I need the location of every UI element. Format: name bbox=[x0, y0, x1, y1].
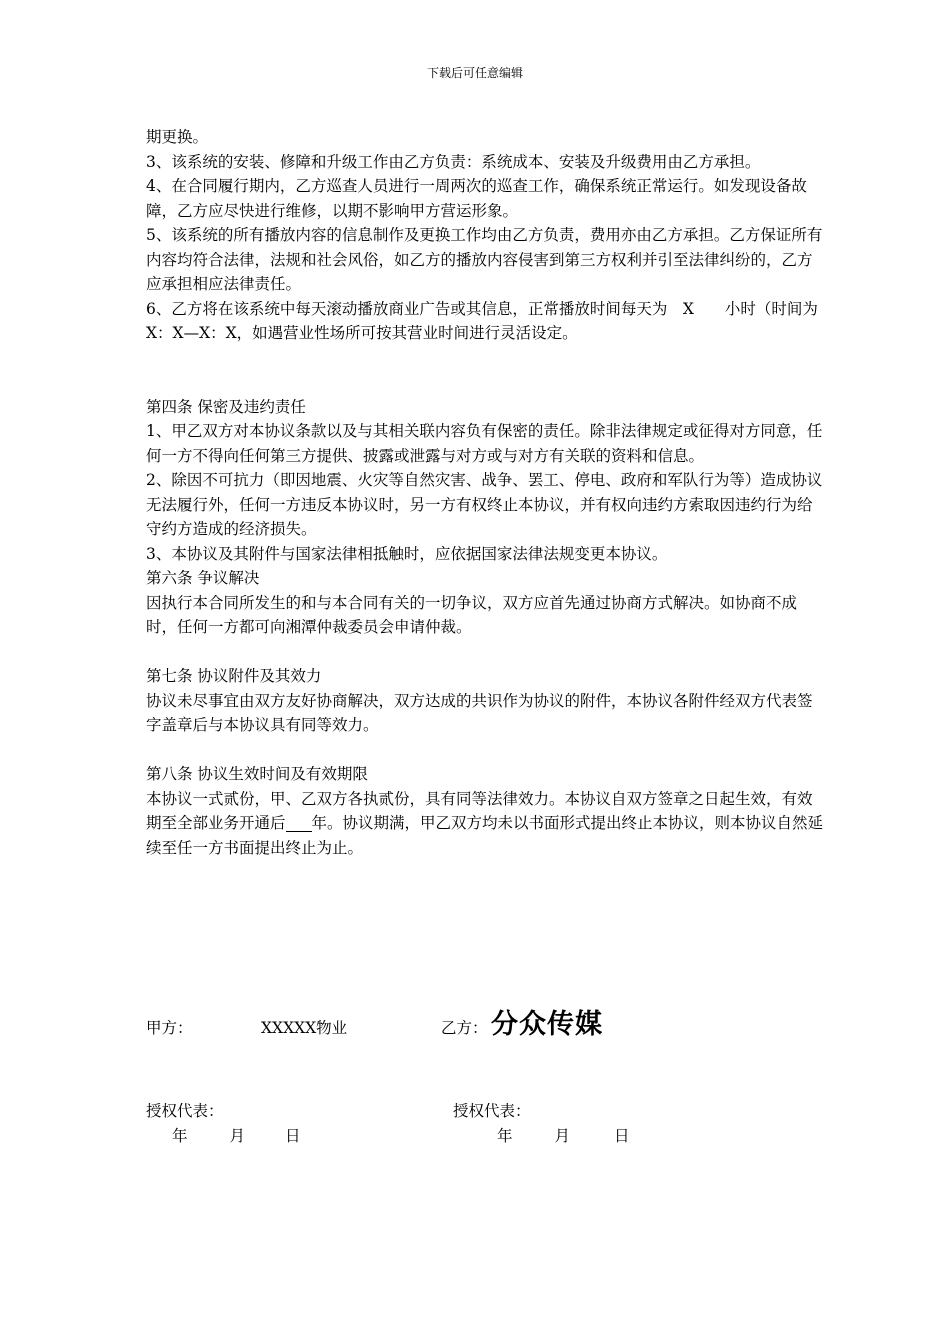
party-a-date bbox=[172, 1124, 301, 1146]
party-a-label: 甲方： bbox=[146, 1019, 193, 1037]
paragraph-continuation: 期更换。 bbox=[146, 128, 209, 146]
article-4-clause-1: 1、甲乙双方对本协议条款以及与其相关联内容负有保密的责任。除非法律规定或征得对方同意，任何一方不得向任何第三方提供、披露或泄露与对方或与对方有关联的资料和信息。 bbox=[146, 422, 823, 465]
clause-3: 3、该系统的安装、修障和升级工作由乙方负责：系统成本、安装及升级费用由乙方承担。 bbox=[146, 152, 761, 171]
contract-body bbox=[146, 125, 826, 860]
day-label: 日 bbox=[285, 1127, 301, 1145]
article-6-title: 第六条 争议解决 bbox=[146, 569, 260, 587]
year-label: 年 bbox=[172, 1127, 188, 1145]
day-label: 日 bbox=[614, 1127, 630, 1145]
spacer bbox=[146, 346, 826, 395]
party-b-date bbox=[497, 1124, 630, 1146]
party-a-representative-label: 授权代表： bbox=[146, 1102, 224, 1120]
month-label: 月 bbox=[554, 1127, 571, 1145]
article-4-clause-2: 2、除因不可抗力（即因地震、火灾等自然灾害、战争、罢工、停电、政府和军队行为等）造成协议无法履行外，任何一方违反本协议时，另一方有权终止本协议，并有权向违约方索取因违约行为给守约方造成的经济损失。 bbox=[146, 471, 823, 538]
party-b-name: 分众传媒 bbox=[491, 1009, 603, 1040]
party-a-name: XXXXX物业 bbox=[261, 1019, 348, 1037]
clause-5: 5、该系统的所有播放内容的信息制作及更换工作均由乙方负责，费用亦由乙方承担。乙方保证所有内容均符合法律，法规和社会风俗，如乙方的播放内容侵害到第三方权利并引至法律纠纷的，乙方应承担相应法律责任。 bbox=[146, 226, 823, 293]
clause-6: 6、乙方将在该系统中每天滚动播放商业广告或其信息，正常播放时间每天为 X 小时（时间为X：X—X：X，如遇营业性场所可按其营业时间进行灵活设定。 bbox=[146, 299, 818, 342]
spacer bbox=[146, 640, 826, 665]
article-7-title: 第七条 协议附件及其效力 bbox=[146, 667, 322, 685]
article-6-text: 因执行本合同所发生的和与本合同有关的一切争议，双方应首先通过协商方式解决。如协商不成时，任何一方都可向湘潭仲裁委员会申请仲裁。 bbox=[146, 593, 798, 636]
article-8-text-part1: 本协议一式贰份，甲、乙双方各执贰份，具有同等法律效力。本协议自双方签章之日起生效，有效期至全部业务开通后 bbox=[146, 789, 813, 832]
page-header: 下载后可任意编辑 bbox=[426, 66, 523, 80]
article-7-text: 协议未尽事宜由双方友好协商解决，双方达成的共识作为协议的附件，本协议各附件经双方代表签字盖章后与本协议具有同等效力。 bbox=[146, 691, 813, 734]
article-8-text-part2: 年。协议期满，甲乙双方均未以书面形式提出终止本协议，则本协议自然延续至任一方书面提出终止为止。 bbox=[146, 814, 824, 857]
clause-4: 4、在合同履行期内，乙方巡查人员进行一周两次的巡查工作，确保系统正常运行。如发现设备故障，乙方应尽快进行维修，以期不影响甲方营运形象。 bbox=[146, 177, 807, 220]
article-8-text bbox=[146, 787, 826, 861]
party-b-representative-label: 授权代表： bbox=[453, 1102, 531, 1120]
year-label: 年 bbox=[497, 1127, 513, 1145]
article-4-clause-3: 3、本协议及其附件与国家法律相抵触时，应依据国家法律法规变更本协议。 bbox=[146, 544, 668, 563]
spacer bbox=[146, 738, 826, 763]
party-b-label: 乙方： bbox=[441, 1019, 488, 1037]
month-label: 月 bbox=[229, 1127, 246, 1145]
fill-in-blank[interactable] bbox=[286, 815, 312, 832]
article-4-title: 第四条 保密及违约责任 bbox=[146, 397, 306, 416]
article-8-title: 第八条 协议生效时间及有效期限 bbox=[146, 765, 368, 783]
